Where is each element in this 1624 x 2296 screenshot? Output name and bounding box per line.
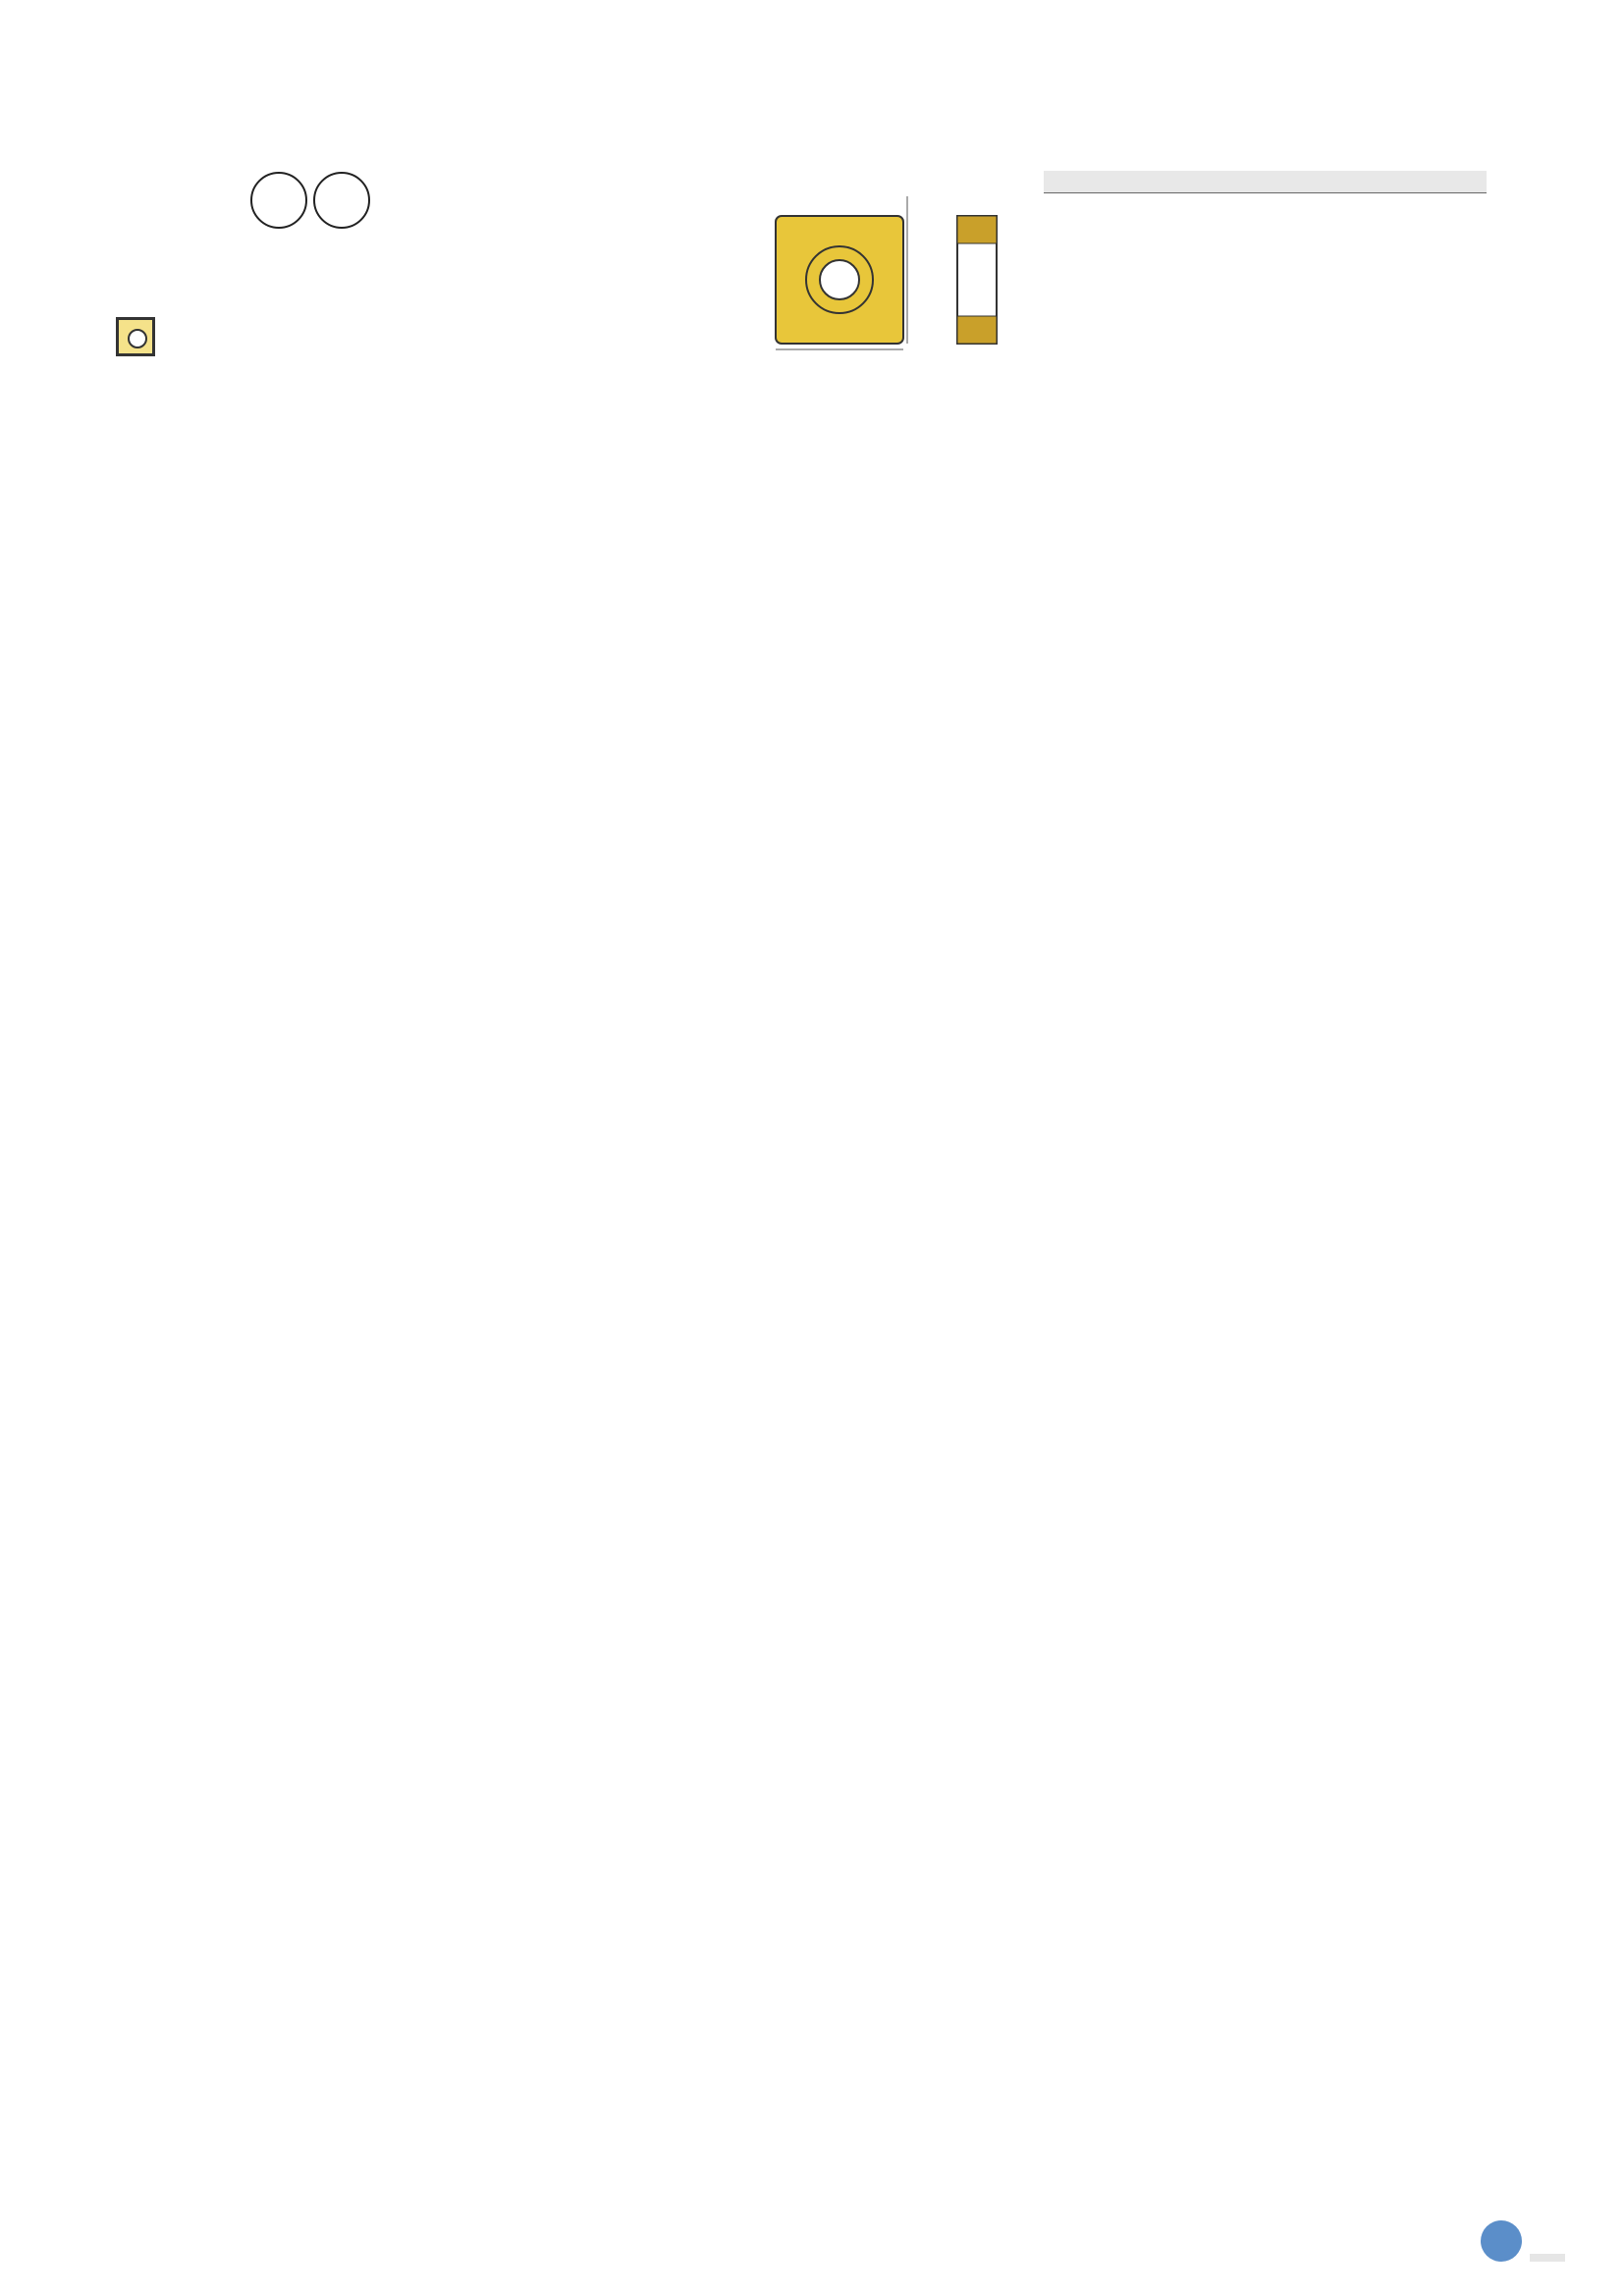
insert-dimension-diagram bbox=[736, 177, 1041, 363]
circle-placeholders-icon bbox=[247, 169, 375, 232]
page-number bbox=[1530, 2254, 1565, 2262]
square-shape-icon bbox=[116, 317, 155, 356]
insert-subtitle bbox=[116, 312, 183, 361]
dimension-table bbox=[1044, 171, 1487, 192]
footer-section-badge bbox=[1481, 2220, 1522, 2262]
page-footer bbox=[1473, 2220, 1565, 2269]
dimension-caption bbox=[1044, 171, 1487, 192]
